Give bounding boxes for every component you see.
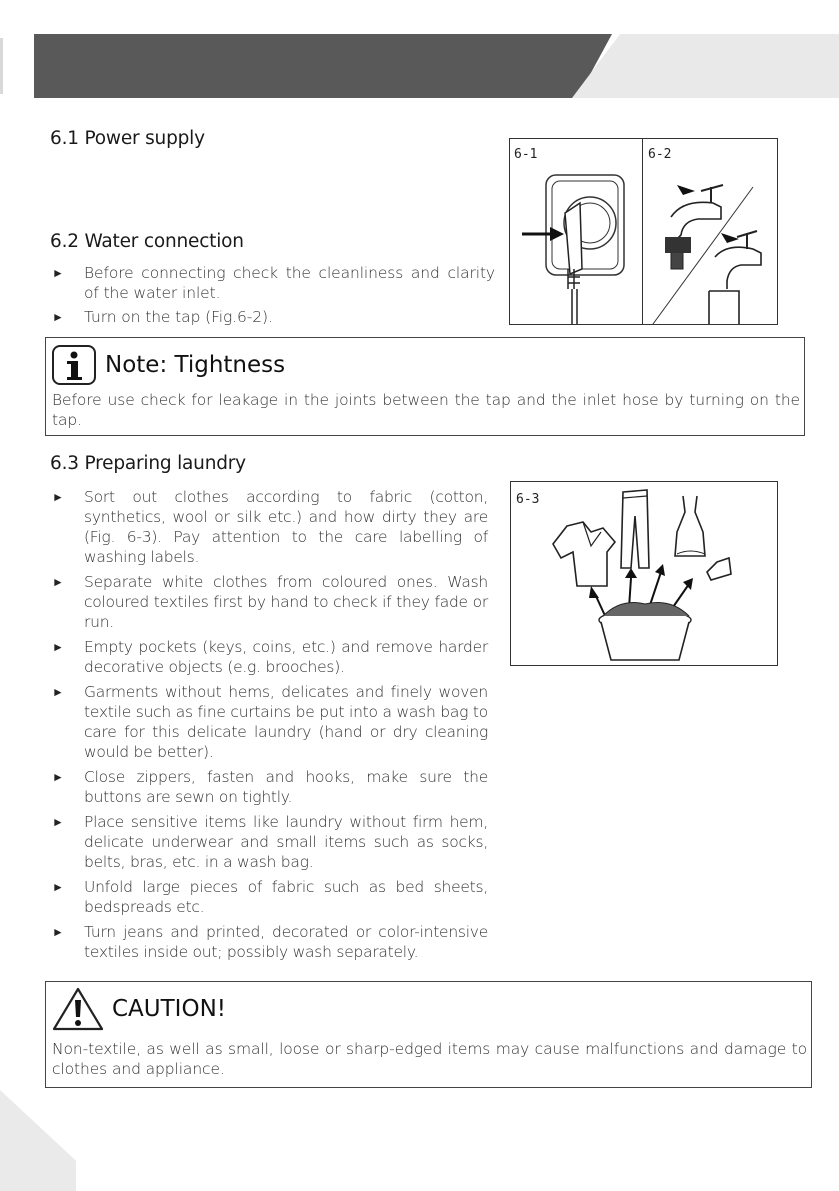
page-edge-mark [0, 38, 3, 94]
arrow-right-icon: ► [52, 575, 64, 589]
figure-6-2 [642, 138, 778, 325]
section-6-3-heading: 6.3 Preparing laundry [50, 453, 246, 474]
arrow-right-icon: ► [52, 640, 64, 654]
arrow-right-icon: ► [52, 310, 64, 324]
header-banner [34, 34, 612, 98]
arrow-right-icon: ► [52, 685, 64, 699]
preparing-laundry-list [50, 487, 488, 967]
arrow-right-icon: ► [52, 880, 64, 894]
section-6-1-heading: 6.1 Power supply [50, 128, 205, 149]
arrow-right-icon: ► [52, 770, 64, 784]
laundry-sorting-illustration [511, 482, 777, 665]
arrow-right-icon: ► [52, 815, 64, 829]
figure-6-3 [510, 481, 778, 666]
list-item: ► Unfold large pieces of fabric such as bed sheets, bedspreads etc. [52, 878, 488, 916]
warning-icon [52, 986, 104, 1032]
figure-label: 6-3 [516, 492, 540, 507]
water-tap-illustration [643, 139, 777, 324]
section-6-2-heading: 6.2 Water connection [50, 231, 244, 252]
list-item: ► Before connecting check the cleanliness and clarity of the water inlet. [52, 264, 495, 302]
list-item: ► Garments without hems, delicates and finely woven textile such as fine curtains be put into a wash bag to care for this delicate laundry (hand or dry cleaning would be better). [52, 683, 488, 761]
list-item: ► Close zippers, fasten and hooks, make sure the buttons are sewn on tightly. [52, 768, 488, 806]
list-item: ► Turn on the tap (Fig.6-2). [52, 308, 273, 326]
note-box [45, 337, 805, 436]
list-item: ► Separate white clothes from coloured ones. Wash coloured textiles first by hand to check if they fade or run. [52, 573, 488, 631]
caution-box [45, 981, 812, 1088]
note-title: Note: Tightness [105, 352, 286, 378]
figure-label: 6-1 [514, 147, 538, 162]
arrow-right-icon: ► [52, 490, 64, 504]
page-corner-tab [0, 1090, 76, 1191]
list-item: ► Empty pockets (keys, coins, etc.) and remove harder decorative objects (e.g. brooches). [52, 638, 488, 676]
list-item: ► Sort out clothes according to fabric (cotton, synthetics, wool or silk etc.) and how dirty they are (Fig. 6-3). Pay attention to the care labelling of washing labels. [52, 488, 488, 566]
list-item: ► Turn jeans and printed, decorated or color-intensive textiles inside out; possibly wash separately. [52, 923, 488, 961]
figure-label: 6-2 [648, 147, 672, 162]
info-icon [51, 344, 97, 386]
caution-title: CAUTION! [112, 996, 226, 1022]
arrow-right-icon: ► [52, 925, 64, 939]
water-connection-list [50, 263, 495, 331]
note-body: Before use check for leakage in the joints between the tap and the inlet hose by turning on the tap. [52, 391, 800, 429]
list-item: ► Place sensitive items like laundry without firm hem, delicate underwear and small items such as socks, belts, bras, etc. in a wash bag. [52, 813, 488, 871]
header-tab [572, 34, 839, 98]
figure-6-1 [509, 138, 644, 325]
power-plug-illustration [510, 139, 643, 324]
caution-body: Non-textile, as well as small, loose or sharp-edged items may cause malfunctions and damage to clothes and appliance. [52, 1040, 807, 1078]
arrow-right-icon: ► [52, 266, 64, 280]
